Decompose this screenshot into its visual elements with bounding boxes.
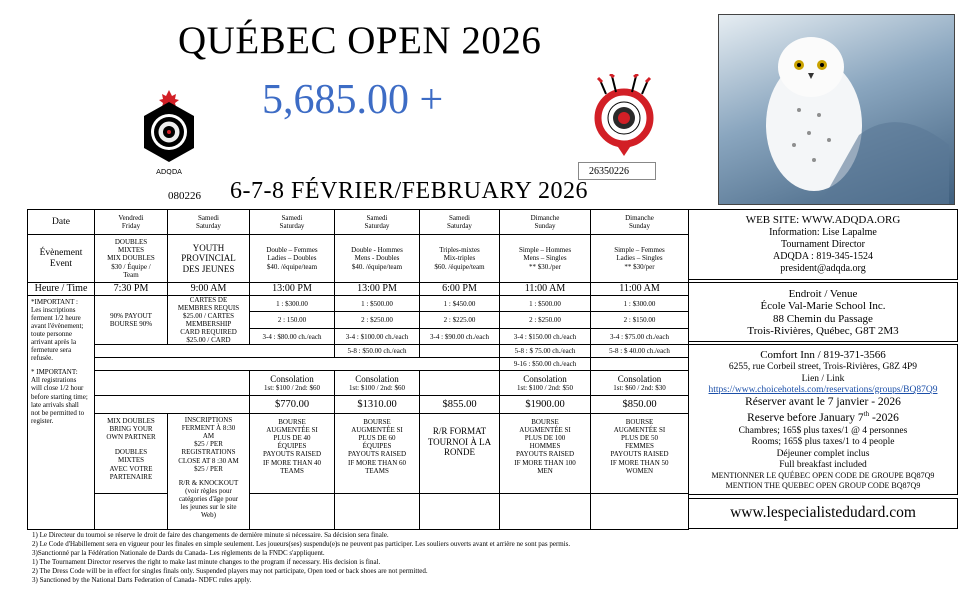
empty-cell (250, 494, 335, 530)
prize-cell: 3-4 : $100.00 ch./each (335, 328, 420, 344)
snowy-owl-photo (718, 14, 955, 205)
doc-code: 080226 (168, 190, 201, 202)
venue-label: Endroit / Venue (788, 288, 858, 300)
prize-cell: 1 : $300.00 (250, 296, 335, 312)
total-cell: $855.00 (420, 396, 500, 414)
footer-line: 3) Sanctioned by the National Darts Federation of Canada- NDFC rules apply. (32, 576, 252, 585)
consolation-cell: Consolation 1st: $100 / 2nd: $50 (500, 371, 591, 396)
ladies-singles-note: BOURSE AUGMENTÉE SI PLUS DE 50 FEMMES PAYOUTS RAISED IF MORE THAN 50 WOMEN (591, 414, 689, 494)
empty-cell (420, 494, 500, 530)
footer-line: 1) Le Directeur du tournoi se réserve le droit de faire des changements de dernière minute si nécessaire. Sa décision sera finale. (32, 531, 389, 539)
notes-row (28, 414, 689, 494)
footer-line: 2) The Dress Code will be in effect for singles finals only. Suspended players may not participate, Open toed or back shoes are not permitted. (32, 567, 428, 576)
link-label: Lien / Link (801, 373, 845, 384)
empty-cell (420, 345, 500, 358)
hotel-box (688, 344, 958, 495)
triples-note: R/R FORMAT TOURNOI À LA RONDE (420, 414, 500, 494)
website-line: WEB SITE: WWW.ADQDA.ORG (745, 214, 901, 226)
total-cell: $850.00 (591, 396, 689, 414)
event-cell: Double – Femmes Ladies – Doubles $40. /équipe/team (250, 235, 335, 283)
mens-singles-note: BOURSE AUGMENTÉE SI PLUS DE 100 HOMMES PAYOUTS RAISED IF MORE THAN 100 MEN (500, 414, 591, 494)
day-cell: Samedi Saturday (335, 210, 420, 235)
day-cell: Samedi Saturday (420, 210, 500, 235)
time-cell: 11:00 AM (500, 283, 591, 296)
empty-cell (335, 494, 420, 530)
venue-street: 88 Chemin du Passage (773, 312, 873, 325)
prize-cell: 1 : $500.00 (335, 296, 420, 312)
prize-cell: 3-4 : $75.00 ch./each (591, 328, 689, 344)
empty-cell (95, 345, 335, 358)
info-contact: Information: Lise Lapalme (769, 227, 877, 239)
event-cell: YOUTH PROVINCIAL DES JEUNES (168, 235, 250, 283)
bottom-row (28, 494, 689, 530)
breakfast-en: Full breakfast included (779, 459, 867, 470)
time-cell: 7:30 PM (95, 283, 168, 296)
consolation-cell: Consolation 1st: $60 / 2nd: $30 (591, 371, 689, 396)
event-label: Évènement Event (28, 235, 95, 283)
group-code-en: MENTION THE QUEBEC OPEN GROUP CODE BQ87Q9 (725, 480, 921, 490)
consolation-row (28, 371, 689, 396)
event-cell: DOUBLES MIXTES MIX DOUBLES $30 / Équipe / Team (95, 235, 168, 283)
prize-cell: 3-4 : $90.00 ch./each (420, 328, 500, 344)
sponsor-website[interactable]: www.lespecialistedudard.com (688, 498, 958, 529)
time-cell: 13:00 PM (335, 283, 420, 296)
empty-cell (95, 371, 250, 396)
time-cell: 13:00 PM (250, 283, 335, 296)
breakfast-fr: Déjeuner complet inclus (776, 448, 870, 459)
prize-cell: 5-8 : $ 75.00 ch./each (500, 345, 591, 358)
prize-cell: 2 : $225.00 (420, 312, 500, 328)
event-cell: Simple – Femmes Ladies – Singles ** $30/per (591, 235, 689, 283)
footer-line: 2) Le Code d'Habillement sera en vigueur pour les finales en simple seulement. Les joueurs(ses) suspendu(e)s ne peuvent pas participer. Les souliers ouverts avant et arrière ne sont pas permis. (32, 540, 571, 549)
sanction-code: 26350226 (578, 162, 656, 180)
prize-cell: 2 : $250.00 (335, 312, 420, 328)
director-line: Tournament Director (781, 239, 865, 251)
prize-total: 5,685.00 + (262, 77, 444, 123)
time-cell: 6:00 PM (420, 283, 500, 296)
page-title: QUÉBEC OPEN 2026 (178, 19, 542, 62)
totals-row (28, 396, 689, 414)
empty-cell (500, 494, 591, 530)
venue-name: École Val-Marie School Inc. (760, 300, 886, 313)
empty-cell (591, 494, 689, 530)
total-cell: $1900.00 (500, 396, 591, 414)
email-line[interactable]: president@adqda.org (780, 263, 866, 275)
prize-cell: 9-16 : $50.00 ch./each (500, 358, 591, 371)
prize-row-916 (28, 358, 689, 371)
adqda-logo-text: ADQDA (156, 168, 182, 176)
events-row (28, 235, 689, 283)
dart-federation-logo (586, 74, 662, 158)
total-cell: $770.00 (250, 396, 335, 414)
empty-cell (95, 358, 500, 371)
day-cell: Samedi Saturday (250, 210, 335, 235)
prize-cell: 2 : 150.00 (250, 312, 335, 328)
mix-doubles-note: MIX DOUBLES BRING YOUR OWN PARTNER DOUBLES MIXTES AVEC VOTRE PARTENAIRE (95, 414, 168, 494)
times-row (28, 283, 689, 296)
prize-cell: 3-4 : $150.00 ch./each (500, 328, 591, 344)
total-cell: $1310.00 (335, 396, 420, 414)
time-cell: 11:00 AM (591, 283, 689, 296)
group-code-fr: MENTIONNER LE QUÉBEC OPEN CODE DE GROUPE BQ87Q9 (711, 471, 935, 481)
time-label: Heure / Time (28, 283, 95, 296)
prize-cell: 1 : $450.00 (420, 296, 500, 312)
empty-cell (95, 396, 250, 414)
day-cell: Dimanche Sunday (591, 210, 689, 235)
prize-cell: 1 : $500.00 (500, 296, 591, 312)
reserve-en: Reserve before January 7th -2026 (747, 410, 899, 424)
schedule-table (27, 209, 689, 530)
prize-cell: 2 : $150.00 (591, 312, 689, 328)
time-cell: 9:00 AM (168, 283, 250, 296)
prize-cell: 5-8 : $50.00 ch./each (335, 345, 420, 358)
prize-cell: 5-8 : $ 40.00 ch./each (591, 345, 689, 358)
reserve-fr: Réserver avant le 7 janvier - 2026 (745, 396, 901, 409)
rooms-en: Rooms; 165$ plus taxes/1 to 4 people (751, 437, 895, 448)
mens-doubles-note: BOURSE AUGMENTÉE SI PLUS DE 60 ÉQUIPES PAYOUTS RAISED IF MORE THAN 60 TEAMS (335, 414, 420, 494)
ladies-doubles-note: BOURSE AUGMENTÉE SI PLUS DE 40 ÉQUIPES PAYOUTS RAISED IF MORE THAN 40 TEAMS (250, 414, 335, 494)
prize-cell: 2 : $250.00 (500, 312, 591, 328)
consolation-cell: Consolation 1st: $100 / 2nd: $60 (335, 371, 420, 396)
day-cell: Vendredi Friday (95, 210, 168, 235)
prize-cell: 1 : $300.00 (591, 296, 689, 312)
day-cell: Dimanche Sunday (500, 210, 591, 235)
youth-card-note: CARTES DE MEMBRES REQUIS $25.00 / CARTES MEMBERSHIP CARD REQUIRED $25.00 / CARD (168, 296, 250, 345)
payout-note: 90% PAYOUT BOURSE 90% (95, 296, 168, 345)
day-cell: Samedi Saturday (168, 210, 250, 235)
important-notice: *IMPORTANT : Les inscriptions ferment 1/2 heure avant l'évènement; toute personne arrivant après la fermeture sera refusée. * IMPORTANT: All registrations will close 1/2 hour before starting time; late arrivals shall not be permitted to register. (28, 296, 95, 530)
event-cell: Simple – Hommes Mens – Singles ** $30./per (500, 235, 591, 283)
contact-box (688, 209, 958, 280)
footer-line: 1) The Tournament Director reserves the right to make last minute changes to the program if necessary. His decision is final. (32, 558, 381, 567)
event-cell: Triples-mixtes Mix-triples $60. /équipe/team (420, 235, 500, 283)
consolation-cell: Consolation 1st: $100 / 2nd: $60 (250, 371, 335, 396)
date-label: Date (28, 210, 95, 235)
empty-cell (420, 371, 500, 396)
hotel-address: 6255, rue Corbeil street, Trois-Rivières, G8Z 4P9 (728, 362, 918, 373)
phone-line: ADQDA : 819-345-1524 (773, 251, 873, 263)
footer-notes (32, 531, 682, 586)
event-dates: 6-7-8 FÉVRIER/FEBRUARY 2026 (230, 178, 588, 204)
footer-line: 3)Sanctionné par la Fédération Nationale de Dards du Canada- Les règlements de la FNDC s'appliquent. (32, 549, 325, 558)
prize-row-1 (28, 296, 689, 312)
venue-city: Trois-Rivières, Québec, G8T 2M3 (747, 325, 899, 338)
rooms-fr: Chambres; 165$ plus taxes/1 @ 4 personnes (738, 425, 908, 436)
empty-cell (591, 358, 689, 371)
event-cell: Double - Hommes Mens - Doubles $40. /équipe/team (335, 235, 420, 283)
days-row (28, 210, 689, 235)
prize-row-58 (28, 345, 689, 358)
prize-cell: 3-4 : $80.00 ch./each (250, 328, 335, 344)
adqda-logo (138, 88, 200, 180)
youth-rules-note: INSCRIPTIONS FERMENT À 8:30 AM $25 / PER REGISTRATIONS CLOSE AT 8 :30 AM $25 / PER R/R & KNOCKOUT (voir règles pour catégories d'âge pour les jeunes sur le site Web) (168, 414, 250, 530)
hotel-name: Comfort Inn / 819-371-3566 (760, 349, 886, 361)
empty-cell (95, 494, 168, 530)
hotel-reservation-link[interactable]: https://www.choicehotels.com/reservations/groups/BQ87Q9 (708, 384, 938, 395)
venue-box (688, 282, 958, 342)
